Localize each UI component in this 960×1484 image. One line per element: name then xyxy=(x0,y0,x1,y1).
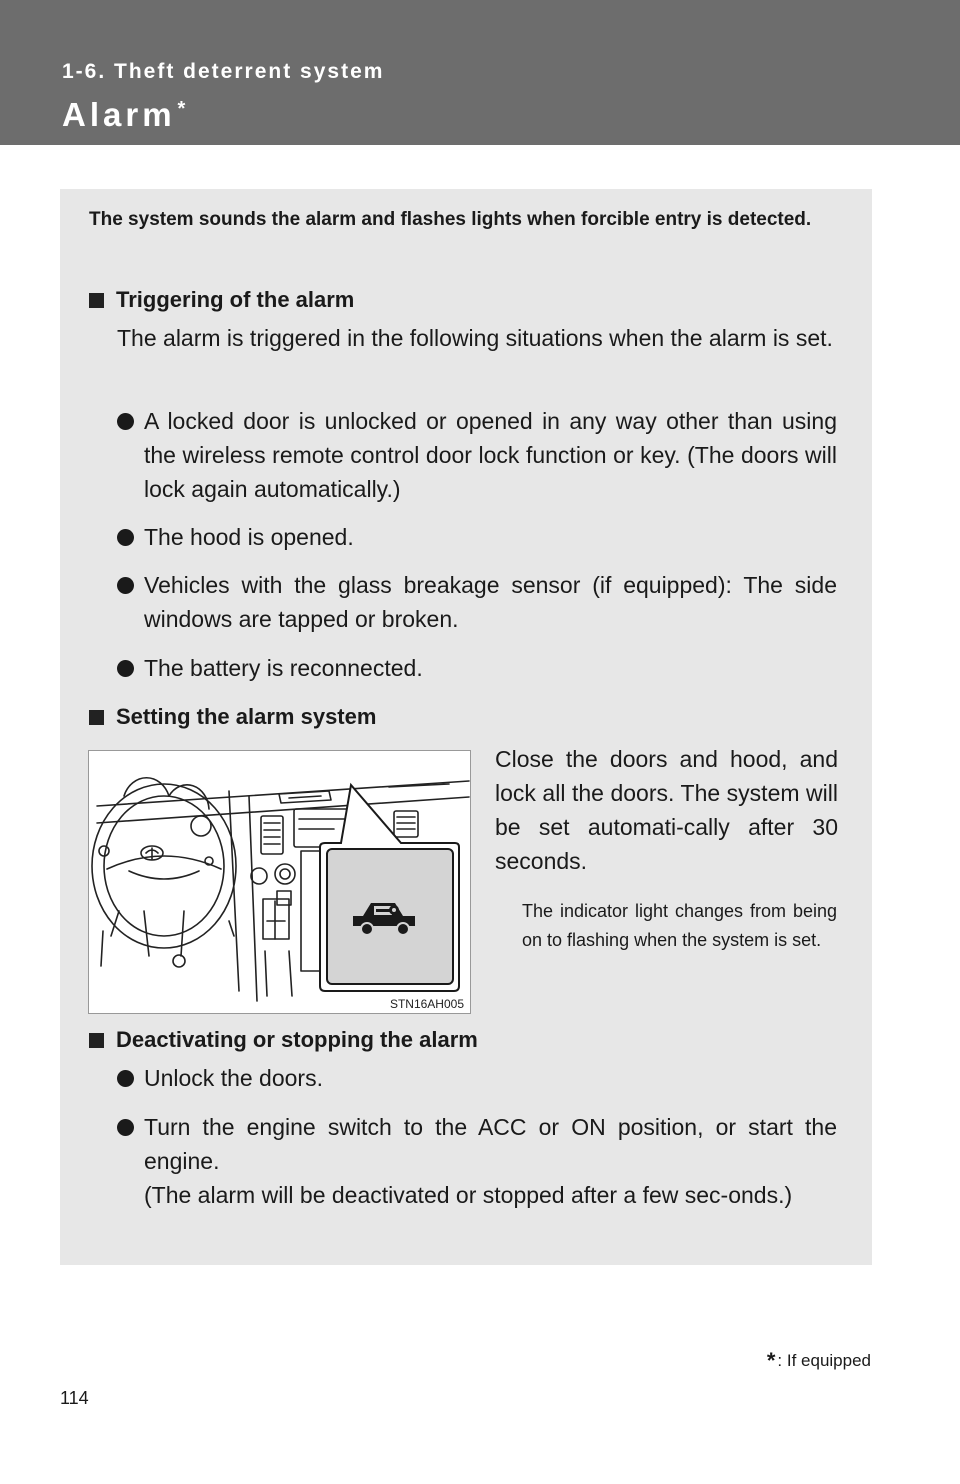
list-item-text: Unlock the doors. xyxy=(144,1065,323,1091)
title-asterisk: * xyxy=(177,98,190,120)
list-item xyxy=(117,404,837,506)
footnote-text: : If equipped xyxy=(777,1351,871,1370)
list-item-text: The hood is opened. xyxy=(144,524,354,550)
bullet-dot-icon xyxy=(117,529,134,546)
section-label: 1-6. Theft deterrent system xyxy=(62,60,385,83)
list-item-line: (The alarm will be deactivated or stopped after a few sec-onds.) xyxy=(144,1182,793,1208)
dashboard-illustration xyxy=(88,750,471,1014)
heading-setting-text: Setting the alarm system xyxy=(116,704,377,729)
dashboard-drawing xyxy=(89,751,470,1013)
setting-text: Close the doors and hood, and lock all the doors. The system will be set automati-cally after 30 seconds. xyxy=(495,746,838,874)
page-number: 114 xyxy=(60,1388,89,1408)
square-bullet-icon xyxy=(89,710,104,725)
triggering-text: The alarm is triggered in the following situations when the alarm is set. xyxy=(117,325,833,351)
square-bullet-icon xyxy=(89,1033,104,1048)
list-item-text: The battery is reconnected. xyxy=(144,655,423,681)
bullet-dot-icon xyxy=(117,1119,134,1136)
list-item xyxy=(117,1110,837,1212)
list-item xyxy=(117,568,837,636)
intro-text: The system sounds the alarm and flashes lights when forcible entry is detected. xyxy=(89,209,812,230)
heading-triggering-text: Triggering of the alarm xyxy=(116,287,355,312)
heading-setting xyxy=(89,702,376,732)
asterisk-icon: * xyxy=(766,1348,776,1373)
list-item-line: Turn the engine switch to the ACC or ON position, or start the engine. xyxy=(144,1114,837,1174)
heading-triggering xyxy=(89,285,354,315)
bullet-dot-icon xyxy=(117,413,134,430)
list-item-text: Vehicles with the glass breakage sensor (if equipped): The side windows are tapped or broken. xyxy=(144,572,837,632)
heading-deactivating xyxy=(89,1025,478,1055)
bullet-dot-icon xyxy=(117,660,134,677)
page-title-text: Alarm xyxy=(62,96,176,133)
square-bullet-icon xyxy=(89,293,104,308)
bullet-dot-icon xyxy=(117,1070,134,1087)
bullet-dot-icon xyxy=(117,577,134,594)
list-item-text: A locked door is unlocked or opened in any way other than using the wireless remote control door lock function or key. (The doors will lock again automatically.) xyxy=(144,408,837,502)
page-title xyxy=(62,96,189,134)
page-header xyxy=(0,0,960,145)
heading-deactivating-text: Deactivating or stopping the alarm xyxy=(116,1027,478,1052)
list-item xyxy=(117,651,837,685)
list-item xyxy=(117,1061,837,1095)
setting-note: The indicator light changes from being on to flashing when the system is set. xyxy=(522,901,837,950)
list-item-text xyxy=(144,1110,837,1212)
footnote xyxy=(767,1348,871,1374)
list-item xyxy=(117,520,837,554)
figure-code: STN16AH005 xyxy=(389,997,464,1011)
